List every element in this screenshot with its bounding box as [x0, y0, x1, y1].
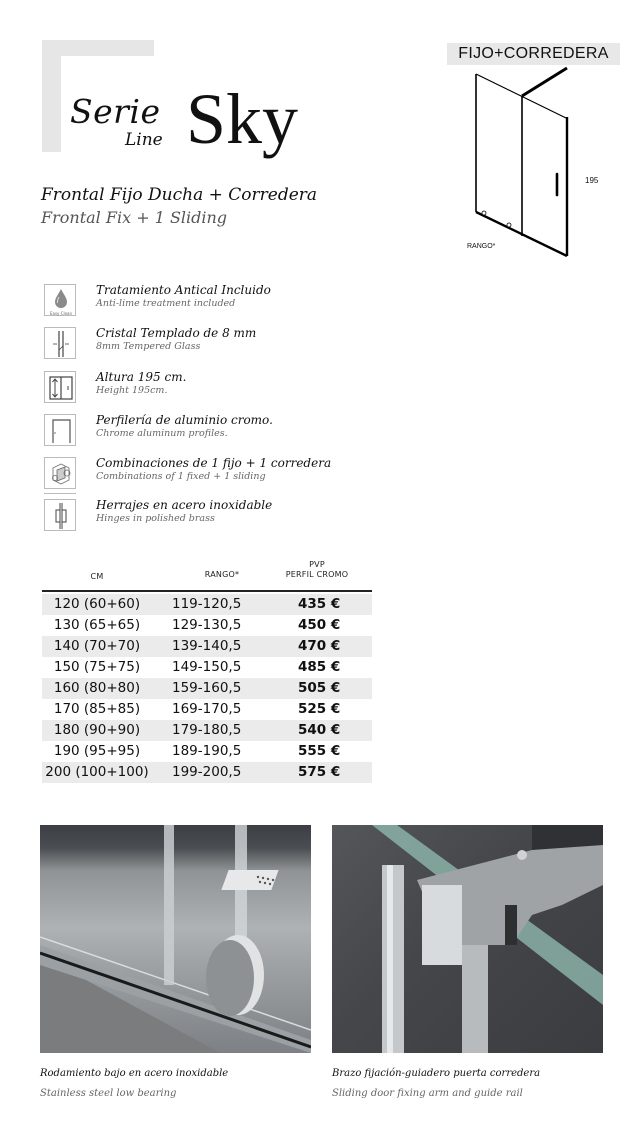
feature-item: [44, 369, 444, 409]
cell-cm: 130 (65+65): [53, 617, 141, 633]
cell-price: 575 €: [298, 764, 341, 780]
cell-rango: 159-160,5: [172, 680, 242, 696]
cell-price: 485 €: [298, 659, 341, 675]
feature-subtitle: Anti-lime treatment included: [96, 298, 236, 309]
feature-item: [44, 497, 444, 537]
cell-rango: 139-140,5: [172, 638, 242, 654]
brand-serie: Serie: [70, 92, 161, 131]
cell-rango: 149-150,5: [172, 659, 242, 675]
table-row: [42, 762, 372, 783]
photo-caption-en: Stainless steel low bearing: [40, 1088, 177, 1099]
cell-cm: 150 (75+75): [53, 659, 141, 675]
column-header-rango: RANGO*: [204, 570, 240, 579]
table-row: [42, 615, 372, 636]
brand-name: Sky: [186, 79, 299, 159]
cell-price: 555 €: [298, 743, 341, 759]
cell-rango: 169-170,5: [172, 701, 242, 717]
feature-subtitle: Height 195cm.: [96, 385, 168, 396]
easy-clean-drop-icon: [44, 284, 76, 316]
column-header-pvp: [267, 560, 367, 580]
cell-cm: 160 (80+80): [53, 680, 141, 696]
table-row: [42, 594, 372, 615]
cell-rango: 179-180,5: [172, 722, 242, 738]
table-row: [42, 636, 372, 657]
feature-subtitle: Combinations of 1 fixed + 1 sliding: [96, 471, 266, 482]
feature-divider: [44, 493, 76, 494]
table-row: [42, 657, 372, 678]
feature-item: [44, 455, 444, 495]
decorative-corner-left: [42, 40, 61, 152]
shower-diagram-icon: [440, 60, 620, 260]
feature-title: Herrajes en acero inoxidable: [96, 498, 273, 512]
cell-price: 505 €: [298, 680, 341, 696]
table-row: [42, 678, 372, 699]
product-title-en: Frontal Fix + 1 Sliding: [41, 208, 228, 227]
column-header-cm: CM: [90, 572, 104, 581]
diagram-width-label: RANGO*: [467, 243, 496, 250]
fixing-arm-photo: [332, 825, 603, 1053]
table-row: [42, 720, 372, 741]
cell-rango: 119-120,5: [172, 596, 242, 612]
cell-cm: 190 (95+95): [53, 743, 141, 759]
aluminum-profile-icon: [44, 414, 76, 446]
cell-rango: 199-200,5: [172, 764, 242, 780]
cell-cm: 180 (90+90): [53, 722, 141, 738]
bearing-photo: [40, 825, 311, 1053]
cell-cm: 170 (85+85): [53, 701, 141, 717]
photo-caption-es: Rodamiento bajo en acero inoxidable: [40, 1068, 229, 1079]
price-table-header: [42, 558, 372, 590]
cell-cm: 200 (100+100): [45, 764, 149, 780]
photo-caption-es: Brazo fijación-guiadero puerta corredera: [332, 1068, 541, 1079]
feature-item: [44, 412, 444, 452]
height-arrow-icon: [44, 371, 76, 403]
cell-price: 525 €: [298, 701, 341, 717]
hinge-icon: [44, 499, 76, 531]
cell-cm: 120 (60+60): [53, 596, 141, 612]
tempered-glass-icon: [44, 327, 76, 359]
cell-price: 540 €: [298, 722, 341, 738]
table-row: [42, 699, 372, 720]
table-row: [42, 741, 372, 762]
feature-subtitle: Chrome aluminum profiles.: [96, 428, 228, 439]
cell-price: 450 €: [298, 617, 341, 633]
cell-price: 435 €: [298, 596, 341, 612]
cell-rango: 129-130,5: [172, 617, 242, 633]
diagram-badge: FIJO+CORREDERA: [447, 43, 620, 65]
combination-sketch-icon: [44, 457, 76, 489]
product-title-es: Frontal Fijo Ducha + Corredera: [41, 185, 318, 205]
column-header-pvp-line2: PERFIL CROMO: [285, 570, 349, 579]
cell-rango: 189-190,5: [172, 743, 242, 759]
svg-text:Easy Clean: Easy Clean: [49, 311, 73, 316]
photo-caption-en: Sliding door fixing arm and guide rail: [332, 1088, 523, 1099]
feature-subtitle: 8mm Tempered Glass: [96, 341, 201, 352]
feature-subtitle: Hinges in polished brass: [96, 513, 215, 524]
brand-line: Line: [125, 130, 163, 150]
feature-title: Cristal Templado de 8 mm: [96, 326, 257, 340]
feature-title: Tratamiento Antical Incluido: [96, 283, 271, 297]
feature-title: Combinaciones de 1 fijo + 1 corredera: [96, 456, 332, 470]
column-header-pvp-line1: PVP: [309, 560, 325, 569]
feature-title: Perfilería de aluminio cromo.: [96, 413, 273, 427]
cell-price: 470 €: [298, 638, 341, 654]
feature-item: [44, 325, 444, 365]
feature-title: Altura 195 cm.: [96, 370, 187, 384]
cell-cm: 140 (70+70): [53, 638, 141, 654]
diagram-height-label: 195: [585, 176, 599, 185]
price-table: [42, 558, 372, 783]
feature-item: [44, 282, 444, 322]
